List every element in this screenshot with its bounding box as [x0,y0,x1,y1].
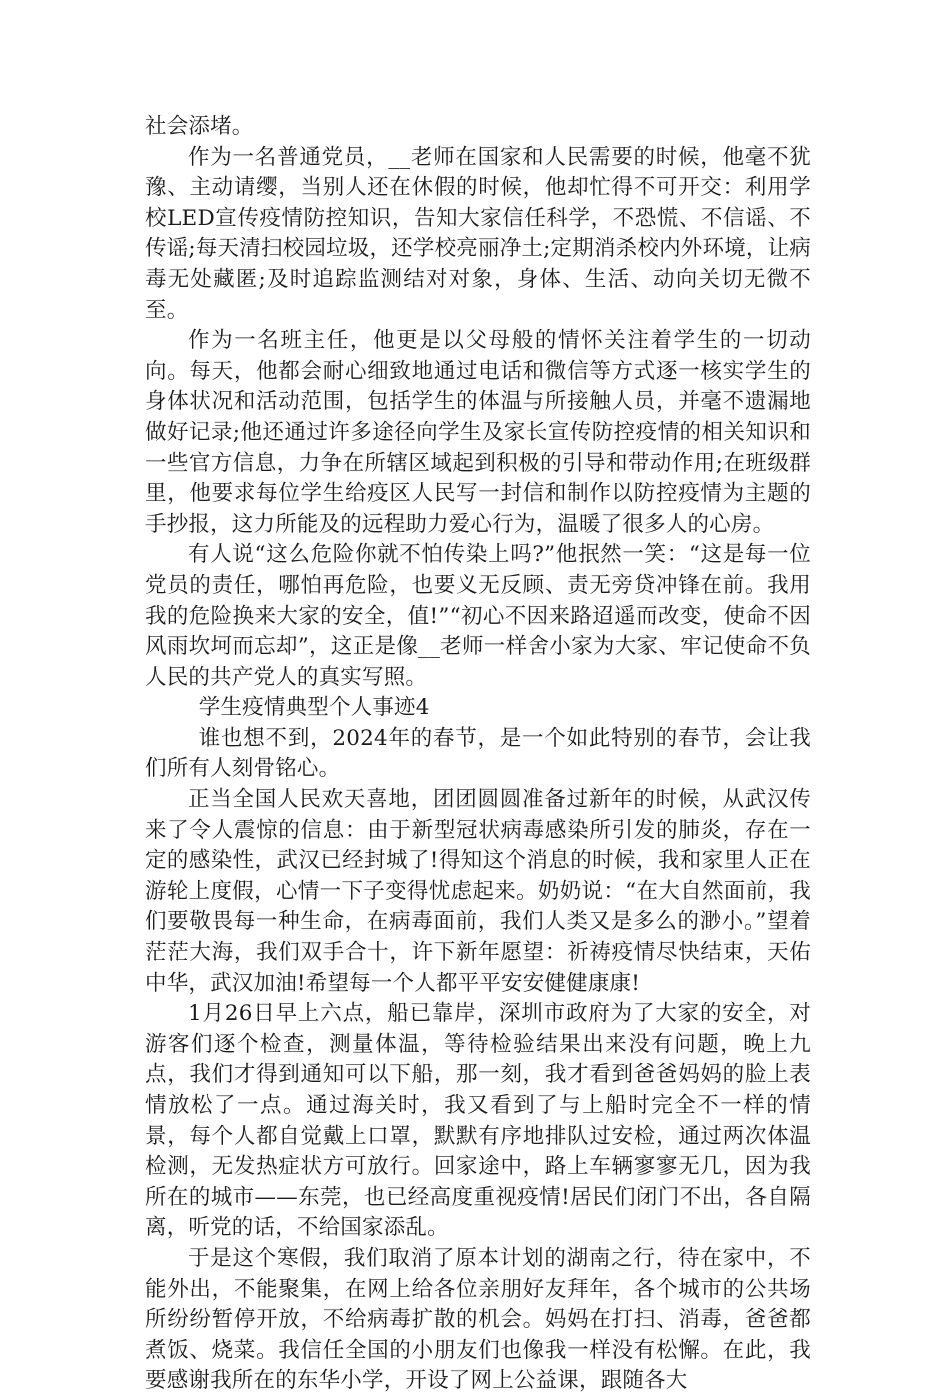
paragraph-8: 1月26日早上六点，船已靠岸，深圳市政府为了大家的安全，对游客们逐个检查，测量体温，等待检验结果出来没有问题，晚上九点，我们才得到通知可以下船，那一刻，我才看到爸爸妈妈的脸上表情放松了一点。通过海关时，我又看到了与上船时完全不一样的情景，每个人都自觉戴上口罩，默默有序地排队过安检，通过两次体温检测，无发热症状方可放行。回家途中，路上车辆寥寥无几，因为我所在的城市——东莞，也已经高度重视疫情!居民们闭门不出，各自隔离，听党的话，不给国家添乱。 [145,1001,811,1241]
paragraph-7: 正当全国人民欢天喜地，团团圆圆准备过新年的时候，从武汉传来了令人震惊的信息：由于新型冠状病毒感染所引发的肺炎，存在一定的感染性，武汉已经封城了!得知这个消息的时候，我和家里人正在游轮上度假，心情一下子变得忧虑起来。奶奶说：“在大自然面前，我们要敬畏每一种生命，在病毒面前，我们人类又是多么的渺小。”望着茫茫大海，我们双手合十，许下新年愿望：祈祷疫情尽快结束，天佑中华，武汉加油!希望每一个人都平平安安健健康康! [145,787,811,996]
paragraph-4: 有人说“这么危险你就不怕传染上吗?”他抿然一笑：“这是每一位党员的责任，哪怕再危险，也要义无反顾、责无旁贷冲锋在前。我用我的危险换来大家的安全，值!”“初心不因来路迢遥而改变，使命不因风雨坎坷而忘却”，这正是像__老师一样舍小家为大家、牢记使命不负人民的共产党人的真实写照。 [145,542,811,690]
paragraph-2: 作为一名普通党员，__老师在国家和人民需要的时候，他毫不犹豫、主动请缨，当别人还在休假的时候，他却忙得不可开交：利用学校LED宣传疫情防控知识，告知大家信任科学，不恐慌、不信谣、不传谣;每天清扫校园垃圾，还学校亮丽净土;定期消杀校内外环境，让病毒无处藏匿;及时追踪监测结对对象，身体、生活、动向关切无微不至。 [145,144,811,323]
paragraph-6: 谁也想不到，2024年的春节，是一个如此特别的春节，会让我们所有人刻骨铭心。 [145,725,811,782]
paragraph-9: 于是这个寒假，我们取消了原本计划的湖南之行，待在家中，不能外出，不能聚集，在网上给各位亲朋好友拜年，各个城市的公共场所纷纷暂停开放，不给病毒扩散的机会。妈妈在打扫、消毒，爸爸都煮饭、烧菜。我信任全国的小朋友们也像我一样没有松懈。在此，我要感谢我所在的东华小学，开设了网上公益课，跟随各大 [145,1245,811,1394]
paragraph-3: 作为一名班主任，他更是以父母般的情怀关注着学生的一切动向。每天，他都会耐心细致地通过电话和微信等方式逐一核实学生的身体状况和活动范围，包括学生的体温与所接触人员，并毫不遗漏地做好记录;他还通过许多途径向学生及家长宣传防控疫情的相关知识和一些官方信息，力争在所辖区域起到积极的引导和带动作用;在班级群里，他要求每位学生给疫区人民写一封信和制作以防控疫情为主题的手抄报，这力所能及的远程助力爱心行为，温暖了很多人的心房。 [145,328,811,537]
section-heading: 学生疫情典型个人事迹4 [198,695,430,721]
document-body [145,112,811,1397]
paragraph-1: 社会添堵。 [145,114,254,139]
